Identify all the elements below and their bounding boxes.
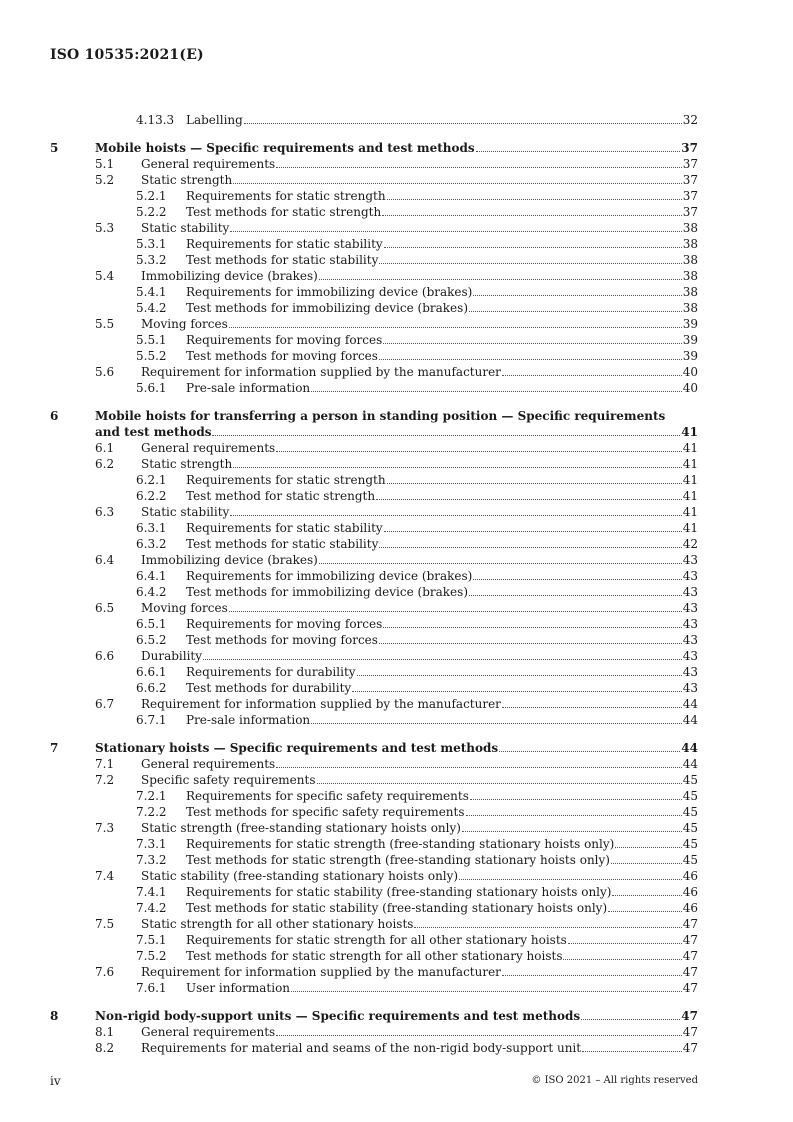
toc-entry-number: 6.7 — [95, 697, 115, 711]
toc-entry[interactable] — [50, 772, 698, 788]
toc-entry-number: 4.13.3 — [136, 113, 175, 127]
toc-entry[interactable] — [50, 852, 698, 868]
toc-entry-title: Test methods for static strength (free-standing stationary hoists only) — [186, 853, 610, 867]
toc-entry-page: 47 — [682, 981, 698, 995]
toc-entry-title: Test methods for immobilizing device (brakes) — [186, 301, 468, 315]
toc-entry-page: 45 — [682, 853, 698, 867]
toc-entry[interactable] — [50, 552, 698, 568]
dot-leader — [311, 391, 682, 392]
toc-entry[interactable] — [50, 756, 698, 772]
dot-leader — [233, 183, 682, 184]
toc-entry-page: 39 — [682, 349, 698, 363]
toc-entry-number: 5 — [50, 141, 59, 155]
toc-entry[interactable] — [50, 648, 698, 664]
dot-leader — [383, 627, 681, 628]
dot-leader — [502, 375, 682, 376]
toc-entry-page: 43 — [682, 553, 698, 567]
toc-entry[interactable] — [50, 980, 698, 996]
toc-entry[interactable] — [50, 332, 698, 348]
toc-entry[interactable] — [50, 520, 698, 536]
toc-entry-title: Durability — [141, 649, 203, 663]
toc-entry-page: 38 — [682, 237, 698, 251]
toc-entry-number: 7.2.2 — [136, 805, 167, 819]
dot-leader — [387, 483, 682, 484]
toc-entry[interactable] — [50, 868, 698, 884]
toc-entry-title: Moving forces — [141, 317, 228, 331]
toc-entry-page: 47 — [682, 917, 698, 931]
toc-entry-number: 6.3.2 — [136, 537, 167, 551]
dot-leader — [608, 911, 682, 912]
toc-entry-page: 47 — [682, 965, 698, 979]
toc-entry-page: 43 — [682, 665, 698, 679]
toc-entry-page: 38 — [682, 301, 698, 315]
toc-entry-title: Test methods for durability — [186, 681, 352, 695]
toc-entry[interactable] — [50, 316, 698, 332]
toc-entry[interactable] — [50, 1024, 698, 1040]
toc-entry-title: Test methods for moving forces — [186, 349, 378, 363]
toc-entry-title: Requirements for moving forces — [186, 333, 383, 347]
toc-entry-title: Requirement for information supplied by the manufacturer — [141, 697, 501, 711]
toc-entry-title: Specific safety requirements — [141, 773, 316, 787]
toc-entry-page: 45 — [682, 773, 698, 787]
toc-entry-title: Immobilizing device (brakes) — [141, 553, 318, 567]
toc-entry-number: 7.4.1 — [136, 885, 167, 899]
toc-entry[interactable] — [50, 156, 698, 172]
toc-entry-number: 6.6.2 — [136, 681, 167, 695]
toc-entry-page: 37 — [682, 205, 698, 219]
dot-leader — [244, 123, 682, 124]
toc-entry-number: 7.3.2 — [136, 853, 167, 867]
dot-leader — [230, 231, 681, 232]
dot-leader — [582, 1051, 682, 1052]
toc-entry[interactable] — [50, 680, 698, 696]
toc-entry[interactable] — [50, 236, 698, 252]
toc-entry-title: General requirements — [141, 1025, 276, 1039]
dot-leader — [470, 799, 682, 800]
toc-entry[interactable] — [50, 472, 698, 488]
toc-entry[interactable] — [50, 1040, 698, 1056]
toc-entry-title: Requirements for specific safety requirements — [186, 789, 469, 803]
toc-entry-page: 41 — [682, 457, 698, 471]
toc-entry-number: 6.2.1 — [136, 473, 167, 487]
toc-entry-number: 6.6.1 — [136, 665, 167, 679]
dot-leader — [499, 751, 680, 752]
toc-entry[interactable] — [50, 804, 698, 820]
toc-entry-page: 47 — [681, 1009, 698, 1023]
toc-entry-title: Requirements for static strength for all other stationary hoists — [186, 933, 567, 947]
toc-entry[interactable] — [50, 820, 698, 836]
dot-leader — [612, 895, 681, 896]
toc-entry[interactable] — [50, 252, 698, 268]
toc-entry-number: 6.2 — [95, 457, 115, 471]
toc-entry-title: Static stability — [141, 221, 230, 235]
toc-entry-title: Static strength for all other stationary hoists — [141, 917, 414, 931]
toc-entry-page: 44 — [682, 757, 698, 771]
dot-leader — [581, 1019, 680, 1020]
toc-entry-title: Static stability — [141, 505, 230, 519]
toc-entry[interactable] — [50, 140, 698, 156]
dot-leader — [466, 815, 682, 816]
toc-entry-number: 5.5 — [95, 317, 115, 331]
toc-entry[interactable] — [50, 220, 698, 236]
toc-entry[interactable] — [50, 712, 698, 728]
dot-leader — [276, 167, 682, 168]
toc-entry-page: 47 — [682, 949, 698, 963]
dot-leader — [459, 879, 682, 880]
toc-entry-title: Requirements for static stability — [186, 237, 383, 251]
toc-entry-title: Requirements for static strength (free-standing stationary hoists only) — [186, 837, 615, 851]
dot-leader — [615, 847, 681, 848]
dot-leader — [611, 863, 682, 864]
dot-leader — [384, 247, 682, 248]
toc-entry-title: Non-rigid body-support units — Specific requirements and test methods — [95, 1009, 581, 1023]
toc-entry-title: Stationary hoists — Specific requirements and test methods — [95, 741, 499, 755]
toc-entry-page: 46 — [682, 901, 698, 915]
copyright-notice: © ISO 2021 – All rights reserved — [531, 1075, 698, 1086]
toc-entry-page: 41 — [682, 489, 698, 503]
toc-entry-number: 7.5.1 — [136, 933, 167, 947]
toc-entry-page: 40 — [682, 381, 698, 395]
dot-leader — [476, 151, 681, 152]
toc-entry-page: 42 — [682, 537, 698, 551]
toc-entry[interactable] — [50, 836, 698, 852]
toc-entry-page: 43 — [682, 585, 698, 599]
toc-entry-title: Static strength — [141, 173, 233, 187]
toc-entry[interactable] — [50, 284, 698, 300]
toc-entry-number: 7.2.1 — [136, 789, 167, 803]
toc-entry-title: Requirements for durability — [186, 665, 356, 679]
toc-entry-title: Test methods for static stability (free-standing stationary hoists only) — [186, 901, 608, 915]
toc-entry[interactable] — [50, 268, 698, 284]
toc-entry[interactable] — [50, 112, 698, 128]
toc-entry[interactable] — [50, 696, 698, 712]
toc-entry-page: 41 — [682, 521, 698, 535]
toc-entry[interactable] — [50, 740, 698, 756]
toc-entry-number: 5.2.1 — [136, 189, 167, 203]
toc-entry-number: 7.6 — [95, 965, 115, 979]
toc-entry-number: 6.4.2 — [136, 585, 167, 599]
toc-entry-page: 43 — [682, 649, 698, 663]
toc-entry-page: 41 — [682, 473, 698, 487]
dot-leader — [473, 295, 681, 296]
dot-leader — [387, 199, 682, 200]
dot-leader — [379, 263, 681, 264]
toc-entry-title: Test methods for static stability — [186, 253, 379, 267]
dot-leader — [319, 563, 682, 564]
dot-leader — [502, 975, 682, 976]
toc-entry-title: Pre-sale information — [186, 381, 311, 395]
toc-entry-number: 5.4.1 — [136, 285, 167, 299]
toc-entry-number: 6.5.2 — [136, 633, 167, 647]
toc-entry-number: 5.6 — [95, 365, 115, 379]
toc-entry-number: 8 — [50, 1009, 59, 1023]
toc-entry-title: Test methods for moving forces — [186, 633, 378, 647]
toc-entry-title: Test methods for specific safety requirements — [186, 805, 465, 819]
toc-entry[interactable] — [50, 300, 698, 316]
dot-leader — [502, 707, 682, 708]
toc-entry-page: 46 — [682, 885, 698, 899]
toc-entry[interactable] — [50, 916, 698, 932]
toc-entry-title: Static stability (free-standing stationary hoists only) — [141, 869, 459, 883]
dot-leader — [291, 991, 682, 992]
toc-entry-number: 5.2 — [95, 173, 115, 187]
dot-leader — [276, 1035, 682, 1036]
toc-entry-number: 6.4 — [95, 553, 115, 567]
toc-entry-title: General requirements — [141, 157, 276, 171]
table-of-contents — [50, 112, 698, 1056]
toc-entry-number: 7.1 — [95, 757, 115, 771]
toc-entry-title: Requirements for static strength — [186, 189, 386, 203]
toc-entry-title: Labelling — [186, 113, 243, 127]
toc-entry-number: 7.4.2 — [136, 901, 167, 915]
toc-entry-number: 6.4.1 — [136, 569, 167, 583]
toc-entry[interactable] — [50, 964, 698, 980]
dot-leader — [212, 424, 680, 436]
dot-leader — [473, 579, 681, 580]
dot-leader — [383, 343, 681, 344]
dot-leader — [384, 531, 682, 532]
toc-entry-number: 7.2 — [95, 773, 115, 787]
toc-entry-number: 7.5.2 — [136, 949, 167, 963]
toc-entry-number: 6.3 — [95, 505, 115, 519]
toc-entry[interactable] — [50, 568, 698, 584]
toc-entry[interactable] — [50, 364, 698, 380]
toc-entry[interactable] — [50, 788, 698, 804]
toc-entry-number: 5.4 — [95, 269, 115, 283]
dot-leader — [379, 643, 682, 644]
toc-entry-title: Requirements for material and seams of the non-rigid body-support unit — [141, 1041, 582, 1055]
toc-entry-page: 43 — [682, 633, 698, 647]
toc-entry-title: Immobilizing device (brakes) — [141, 269, 318, 283]
toc-entry-title: Requirements for static stability (free-standing stationary hoists only) — [186, 885, 612, 899]
toc-entry-page: 45 — [682, 805, 698, 819]
toc-entry-title: Requirements for moving forces — [186, 617, 383, 631]
toc-entry-title-line: Mobile hoists for transferring a person in standing position — Specific requirements — [95, 409, 666, 423]
toc-entry[interactable] — [50, 204, 698, 220]
toc-entry-number: 8.2 — [95, 1041, 115, 1055]
toc-entry[interactable] — [50, 900, 698, 916]
toc-entry-title: Moving forces — [141, 601, 228, 615]
toc-entry-page: 47 — [682, 1025, 698, 1039]
toc-entry-title: Test methods for immobilizing device (brakes) — [186, 585, 468, 599]
toc-entry-number: 7.5 — [95, 917, 115, 931]
toc-entry[interactable] — [50, 188, 698, 204]
dot-leader — [276, 767, 682, 768]
toc-entry-title: Static strength (free-standing stationary hoists only) — [141, 821, 461, 835]
toc-entry-page: 41 — [681, 425, 698, 439]
toc-entry-title: Test method for static strength — [186, 489, 376, 503]
toc-entry-title: General requirements — [141, 441, 276, 455]
toc-entry[interactable] — [50, 408, 698, 440]
dot-leader — [357, 675, 682, 676]
dot-leader — [469, 595, 682, 596]
toc-entry-number: 5.5.1 — [136, 333, 167, 347]
dot-leader — [311, 723, 682, 724]
toc-entry-number: 5.1 — [95, 157, 115, 171]
toc-entry-number: 6.3.1 — [136, 521, 167, 535]
dot-leader — [462, 831, 682, 832]
toc-entry[interactable] — [50, 488, 698, 504]
toc-entry-page: 38 — [682, 285, 698, 299]
toc-entry[interactable] — [50, 664, 698, 680]
toc-entry-title — [95, 408, 698, 440]
toc-entry-page: 45 — [682, 821, 698, 835]
toc-entry[interactable] — [50, 348, 698, 364]
toc-entry-number: 6.1 — [95, 441, 115, 455]
toc-entry-title: Requirements for static strength — [186, 473, 386, 487]
toc-entry-number: 6.2.2 — [136, 489, 167, 503]
toc-entry-page: 47 — [682, 933, 698, 947]
dot-leader — [229, 327, 682, 328]
toc-entry[interactable] — [50, 504, 698, 520]
dot-leader — [382, 215, 682, 216]
toc-entry-page: 37 — [682, 173, 698, 187]
toc-entry-title: Test methods for static strength for all other stationary hoists — [186, 949, 563, 963]
toc-entry[interactable] — [50, 616, 698, 632]
toc-entry-page: 45 — [682, 789, 698, 803]
toc-entry-page: 37 — [682, 189, 698, 203]
toc-entry-number: 7.3 — [95, 821, 115, 835]
toc-entry-title: User information — [186, 981, 291, 995]
dot-leader — [352, 691, 682, 692]
toc-entry[interactable] — [50, 380, 698, 396]
toc-entry-page: 39 — [682, 333, 698, 347]
toc-entry-number: 6.6 — [95, 649, 115, 663]
toc-entry-page: 38 — [682, 221, 698, 235]
toc-entry-page: 41 — [682, 505, 698, 519]
toc-entry-number: 6.5.1 — [136, 617, 167, 631]
toc-entry-page: 43 — [682, 681, 698, 695]
toc-entry-title: Pre-sale information — [186, 713, 311, 727]
toc-entry-number: 5.3.1 — [136, 237, 167, 251]
toc-entry-number: 6 — [50, 409, 59, 423]
toc-entry[interactable] — [50, 600, 698, 616]
toc-entry-page: 45 — [682, 837, 698, 851]
toc-entry-number: 7.3.1 — [136, 837, 167, 851]
toc-entry-title: Requirements for immobilizing device (brakes) — [186, 569, 473, 583]
toc-entry-page: 38 — [682, 253, 698, 267]
toc-entry-number: 6.7.1 — [136, 713, 167, 727]
toc-entry-number: 6.5 — [95, 601, 115, 615]
toc-entry[interactable] — [50, 440, 698, 456]
toc-entry-title-line: and test methods — [95, 425, 212, 439]
toc-entry[interactable] — [50, 632, 698, 648]
toc-entry-title: Static strength — [141, 457, 233, 471]
toc-entry-page: 32 — [682, 113, 698, 127]
toc-entry-page: 46 — [682, 869, 698, 883]
toc-entry-number: 7.6.1 — [136, 981, 167, 995]
dot-leader — [229, 611, 682, 612]
toc-entry-title: Requirements for immobilizing device (brakes) — [186, 285, 473, 299]
toc-entry[interactable] — [50, 932, 698, 948]
toc-entry-number: 7 — [50, 741, 59, 755]
toc-entry-number: 5.2.2 — [136, 205, 167, 219]
dot-leader — [563, 959, 681, 960]
toc-entry-title: Requirement for information supplied by the manufacturer — [141, 965, 501, 979]
toc-entry-page: 44 — [682, 713, 698, 727]
toc-entry-page: 37 — [682, 157, 698, 171]
toc-entry-title: General requirements — [141, 757, 276, 771]
dot-leader — [203, 659, 682, 660]
toc-entry-page: 40 — [682, 365, 698, 379]
dot-leader — [469, 311, 682, 312]
toc-entry-page: 37 — [681, 141, 698, 155]
toc-entry-page: 43 — [682, 569, 698, 583]
toc-entry-number: 7.4 — [95, 869, 115, 883]
toc-entry-title: Test methods for static strength — [186, 205, 382, 219]
document-id: ISO 10535:2021(E) — [50, 47, 204, 63]
toc-entry[interactable] — [50, 172, 698, 188]
dot-leader — [317, 783, 682, 784]
toc-entry-page: 44 — [681, 741, 698, 755]
toc-entry[interactable] — [50, 884, 698, 900]
toc-entry-title: Requirement for information supplied by the manufacturer — [141, 365, 501, 379]
toc-entry[interactable] — [50, 456, 698, 472]
toc-entry-number: 5.3.2 — [136, 253, 167, 267]
toc-entry-number: 5.4.2 — [136, 301, 167, 315]
dot-leader — [379, 359, 682, 360]
toc-entry-number: 5.3 — [95, 221, 115, 235]
dot-leader — [568, 943, 682, 944]
toc-entry-page: 47 — [682, 1041, 698, 1055]
toc-entry-page: 38 — [682, 269, 698, 283]
dot-leader — [414, 927, 681, 928]
toc-entry-number: 5.6.1 — [136, 381, 167, 395]
toc-entry-number: 5.5.2 — [136, 349, 167, 363]
toc-entry[interactable] — [50, 584, 698, 600]
toc-entry[interactable] — [50, 948, 698, 964]
dot-leader — [276, 451, 682, 452]
dot-leader — [233, 467, 682, 468]
toc-entry-page: 43 — [682, 601, 698, 615]
dot-leader — [379, 547, 681, 548]
toc-entry-number: 8.1 — [95, 1025, 115, 1039]
toc-entry[interactable] — [50, 1008, 698, 1024]
page-number: iv — [50, 1074, 61, 1088]
toc-entry-title: Mobile hoists — Specific requirements and test methods — [95, 141, 475, 155]
toc-entry-page: 39 — [682, 317, 698, 331]
toc-entry-page: 41 — [682, 441, 698, 455]
dot-leader — [319, 279, 682, 280]
toc-entry-page: 44 — [682, 697, 698, 711]
dot-leader — [230, 515, 681, 516]
toc-entry[interactable] — [50, 536, 698, 552]
toc-entry-title: Requirements for static stability — [186, 521, 383, 535]
dot-leader — [376, 499, 682, 500]
toc-entry-title: Test methods for static stability — [186, 537, 379, 551]
toc-entry-page: 43 — [682, 617, 698, 631]
